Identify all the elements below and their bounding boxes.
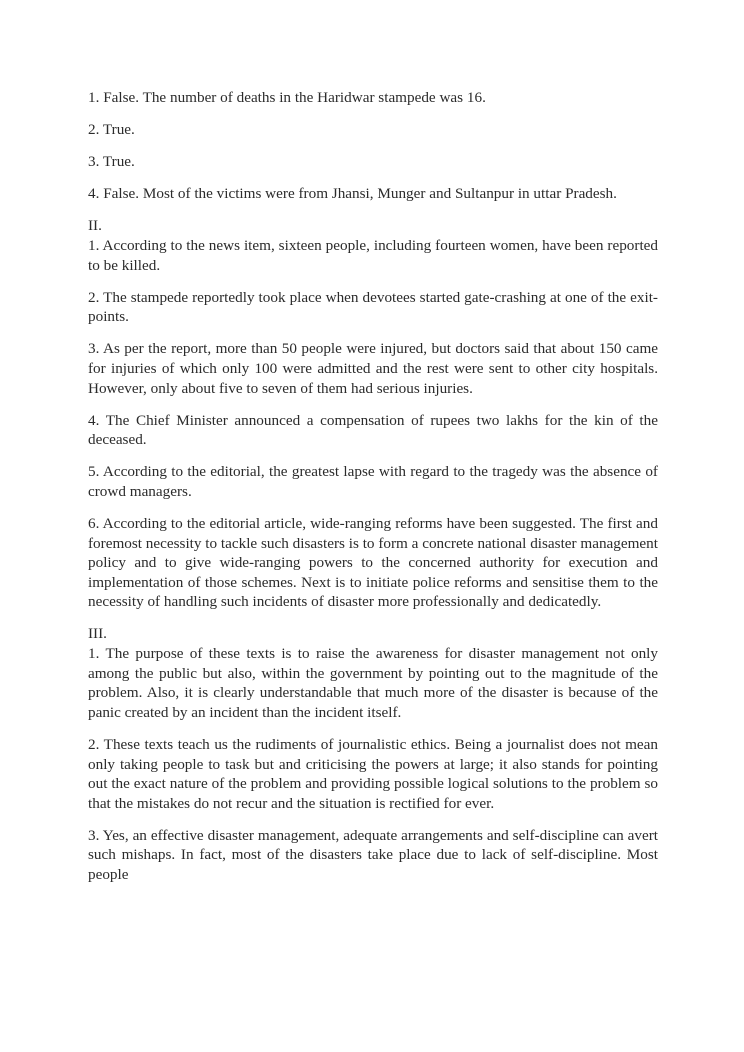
section-iii-item-1: 1. The purpose of these texts is to raise the awareness for disaster management not only among the public but also, within the government by pointing out to the magnitude of the problem. Also, it is clearly understandable that much more of the disaster is because of the panic created by an incident than the incident itself. (88, 645, 658, 721)
section-ii-item-3: 3. As per the report, more than 50 people were injured, but doctors said that about 150 came for injuries of which only 100 were admitted and the rest were sent to other city hospitals. However, only about five to seven of them had serious injuries. (88, 340, 658, 397)
section-ii-item-1: 1. According to the news item, sixteen people, including fourteen women, have been reported to be killed. (88, 236, 658, 274)
answer-item-3: 3. True. (88, 153, 135, 171)
section-ii-item-4: 4. The Chief Minister announced a compensation of rupees two lakhs for the kin of the deceased. (88, 411, 658, 449)
document-body (88, 88, 658, 885)
section-heading-iii: III. (88, 625, 107, 643)
section-iii-item-3: 3. Yes, an effective disaster management, adequate arrangements and self-discipline can avert such mishaps. In fact, most of the disasters take place due to lack of self-discipline. Most people (88, 826, 658, 883)
section-ii-item-6: 6. According to the editorial article, wide-ranging reforms have been suggested. The first and foremost necessity to tackle such disasters is to form a concrete national disaster management policy and to give wide-ranging powers to the concerned authority for execution and implementation of those schemes. Next is to initiate police reforms and sensitise them to the necessity of handling such incidents of disaster more professionally and dedicatedly. (88, 515, 658, 611)
section-ii-item-5: 5. According to the editorial, the greatest lapse with regard to the tragedy was the absence of crowd managers. (88, 463, 658, 500)
answer-item-1: 1. False. The number of deaths in the Haridwar stampede was 16. (88, 89, 486, 106)
section-heading-ii: II. (88, 217, 102, 235)
answer-item-2: 2. True. (88, 121, 135, 139)
section-iii-item-2: 2. These texts teach us the rudiments of journalistic ethics. Being a journalist does not mean only taking people to task but and criticising the powers at large; it also stands for pointing out the exact nature of the problem and providing possible logical solutions to the problem so that the mistakes do not recur and the situation is rectified for ever. (88, 735, 658, 812)
answer-item-4: 4. False. Most of the victims were from Jhansi, Munger and Sultanpur in uttar Pradesh. (88, 185, 617, 203)
section-ii-item-2: 2. The stampede reportedly took place when devotees started gate-crashing at one of the exit-points. (88, 288, 658, 326)
